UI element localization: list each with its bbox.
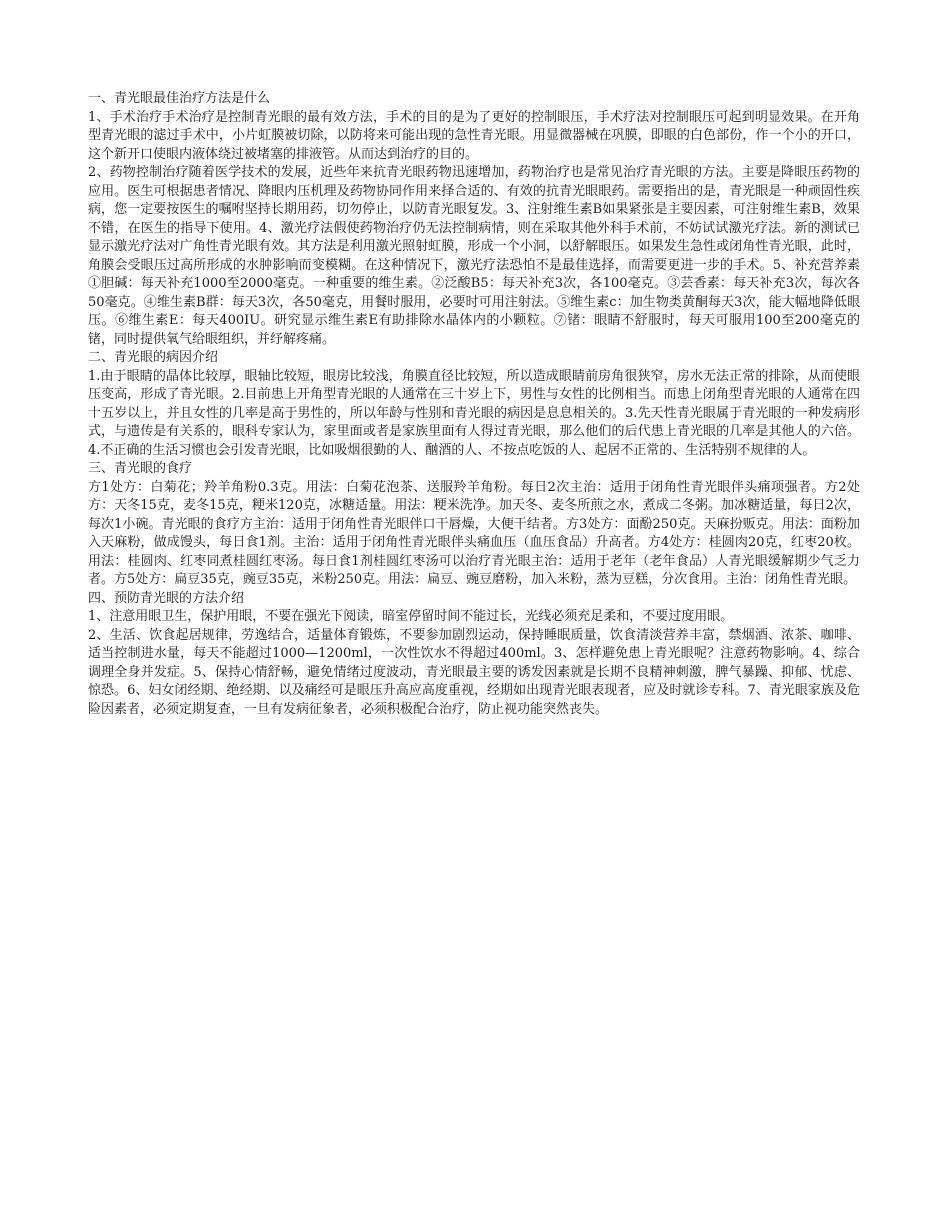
paragraph: 2、生活、饮食起居规律，劳逸结合，适量体育锻炼，不要参加剧烈运动，保持睡眠质量，饮食清淡营养丰富，禁烟酒、浓茶、咖啡、适当控制进水量，每天不能超过1000—1200ml，一次性饮水不得超过400ml。3、怎样避免患上青光眼呢？注意药物影响。4、综合调理全身并发症。5、保持心情舒畅，避免情绪过度波动，青光眼最主要的诱发因素就是长期不良精神刺激，脾气暴躁、抑郁、忧虑、惊恐。6、妇女闭经期、绝经期、以及痛经可是眼压升高应高度重视，经期如出现青光眼表现者，应及时就诊专科。7、青光眼家族及危险因素者，必须定期复查，一旦有发病征象者，必须积极配合治疗，防止视功能突然丧失。 xyxy=(88,627,860,717)
section-heading: 二、青光眼的病因介绍 xyxy=(88,350,219,365)
paragraph: 1.由于眼睛的晶体比较厚，眼轴比较短，眼房比较浅，角膜直径比较短，所以造成眼睛前房角很狭窄，房水无法正常的排除，从而使眼压变高，形成了青光眼。2.目前患上开角型青光眼的人通常在三十岁上下，男性与女性的比例相当。而患上闭角型青光眼的人通常在四十五岁以上，并且女性的几率是高于男性的，所以年龄与性别和青光眼的病因是息息相关的。3.先天性青光眼属于青光眼的一种发病形式，与遗传是有关系的，眼科专家认为，家里面或者是家族里面有人得过青光眼，那么他们的后代患上青光眼的几率是其他人的六倍。4.不正确的生活习惯也会引发青光眼，比如吸烟很勤的人、酗酒的人、不按点吃饭的人、起居不正常的、生活特别不规律的人。 xyxy=(88,368,860,458)
paragraph: 1、注意用眼卫生，保护用眼，不要在强光下阅读，暗室停留时间不能过长，光线必须充足柔和，不要过度用眼。 xyxy=(88,609,734,624)
section-heading: 一、青光眼最佳治疗方法是什么 xyxy=(88,91,271,106)
paragraph: 方1处方：白菊花；羚羊角粉0.3克。用法：白菊花泡茶、送服羚羊角粉。每日2次主治：适用于闭角性青光眼伴头痛项强者。方2处方：天冬15克，麦冬15克，粳米120克，冰糖适量。用法：粳米洗净。加天冬、麦冬所煎之水，煮成二冬粥。加冰糖适量，每日2次，每次1小碗。青光眼的食疗方主治：适用于闭角性青光眼伴口干唇燥，大便干结者。方3处方：面酚250克。天麻扮贩克。用法：面粉加入天麻粉，做成馒头，每日食1剂。主治：适用于闭角性青光眼伴头痛血压（血压食品）升高者。方4处方：桂圆肉20克，红枣20枚。用法：桂圆肉、红枣同煮桂圆红枣汤。每日食1剂桂圆红枣汤可以治疗青光眼主治：适用于老年（老年食品）人青光眼缓解期少气乏力者。方5处方：扁豆35克，豌豆35克，米粉250克。用法：扁豆、豌豆磨粉，加入米粉，蒸为豆糕，分次食用。主治：闭角性青光眼。 xyxy=(88,479,860,587)
section-heading: 三、青光眼的食疗 xyxy=(88,461,193,476)
paragraph: 2、药物控制治疗随着医学技术的发展，近些年来抗青光眼药物迅速增加，药物治疗也是常见治疗青光眼的方法。主要是降眼压药物的应用。医生可根据患者情况、降眼内压机理及药物协同作用来择合适的、有效的抗青光眼眼药。需要指出的是，青光眼是一种顽固性疾病，您一定要按医生的嘱咐坚持长期用药，切勿停止，以防青光眼复发。3、注射维生素B如果紧张是主要因素，可注射维生素B，效果不错，在医生的指导下使用。4、激光疗法假使药物治疗仍无法控制病情，则在采取其他外科手术前，不妨试试激光疗法。新的测试已显示激光疗法对广角性青光眼有效。其方法是利用激光照射虹膜，形成一个小洞，以舒解眼压。如果发生急性或闭角性青光眼，此时，角膜会受眼压过高所形成的水肿影响而变模糊。在这种情况下，激光疗法恐怕不是最佳选择，而需要更进一步的手术。5、补充营养素①胆碱：每天补充1000至2000毫克。一种重要的维生素。②泛酸B5：每天补充3次，各100毫克。③芸香素：每天补充3次，每次各50毫克。④维生素B群：每天3次，各50毫克，用餐时服用，必要时可用注射法。⑤维生素c：加生物类黄酮每天3次，能大幅地降低眼压。⑥维生素E：每天400IU。研究显示维生素E有助排除水晶体内的小颗粒。⑦锗：眼睛不舒服时，每天可服用100至200毫克的锗，同时提供氧气给眼组织，并纾解疼痛。 xyxy=(88,165,860,347)
section-heading: 四、预防青光眼的方法介绍 xyxy=(88,590,245,606)
paragraph: 1、手术治疗手术治疗是控制青光眼的最有效方法，手术的目的是为了更好的控制眼压，手术疗法对控制眼压可起到明显效果。在开角型青光眼的滤过手术中，小片虹膜被切除，以防将来可能出现的急性青光眼。用显微器械在巩膜，即眼的白色部份，作一个小的开口，这个新开口使眼内液体绕过被堵塞的排液管。从而达到治疗的目的。 xyxy=(88,109,860,162)
document-body xyxy=(88,90,860,719)
